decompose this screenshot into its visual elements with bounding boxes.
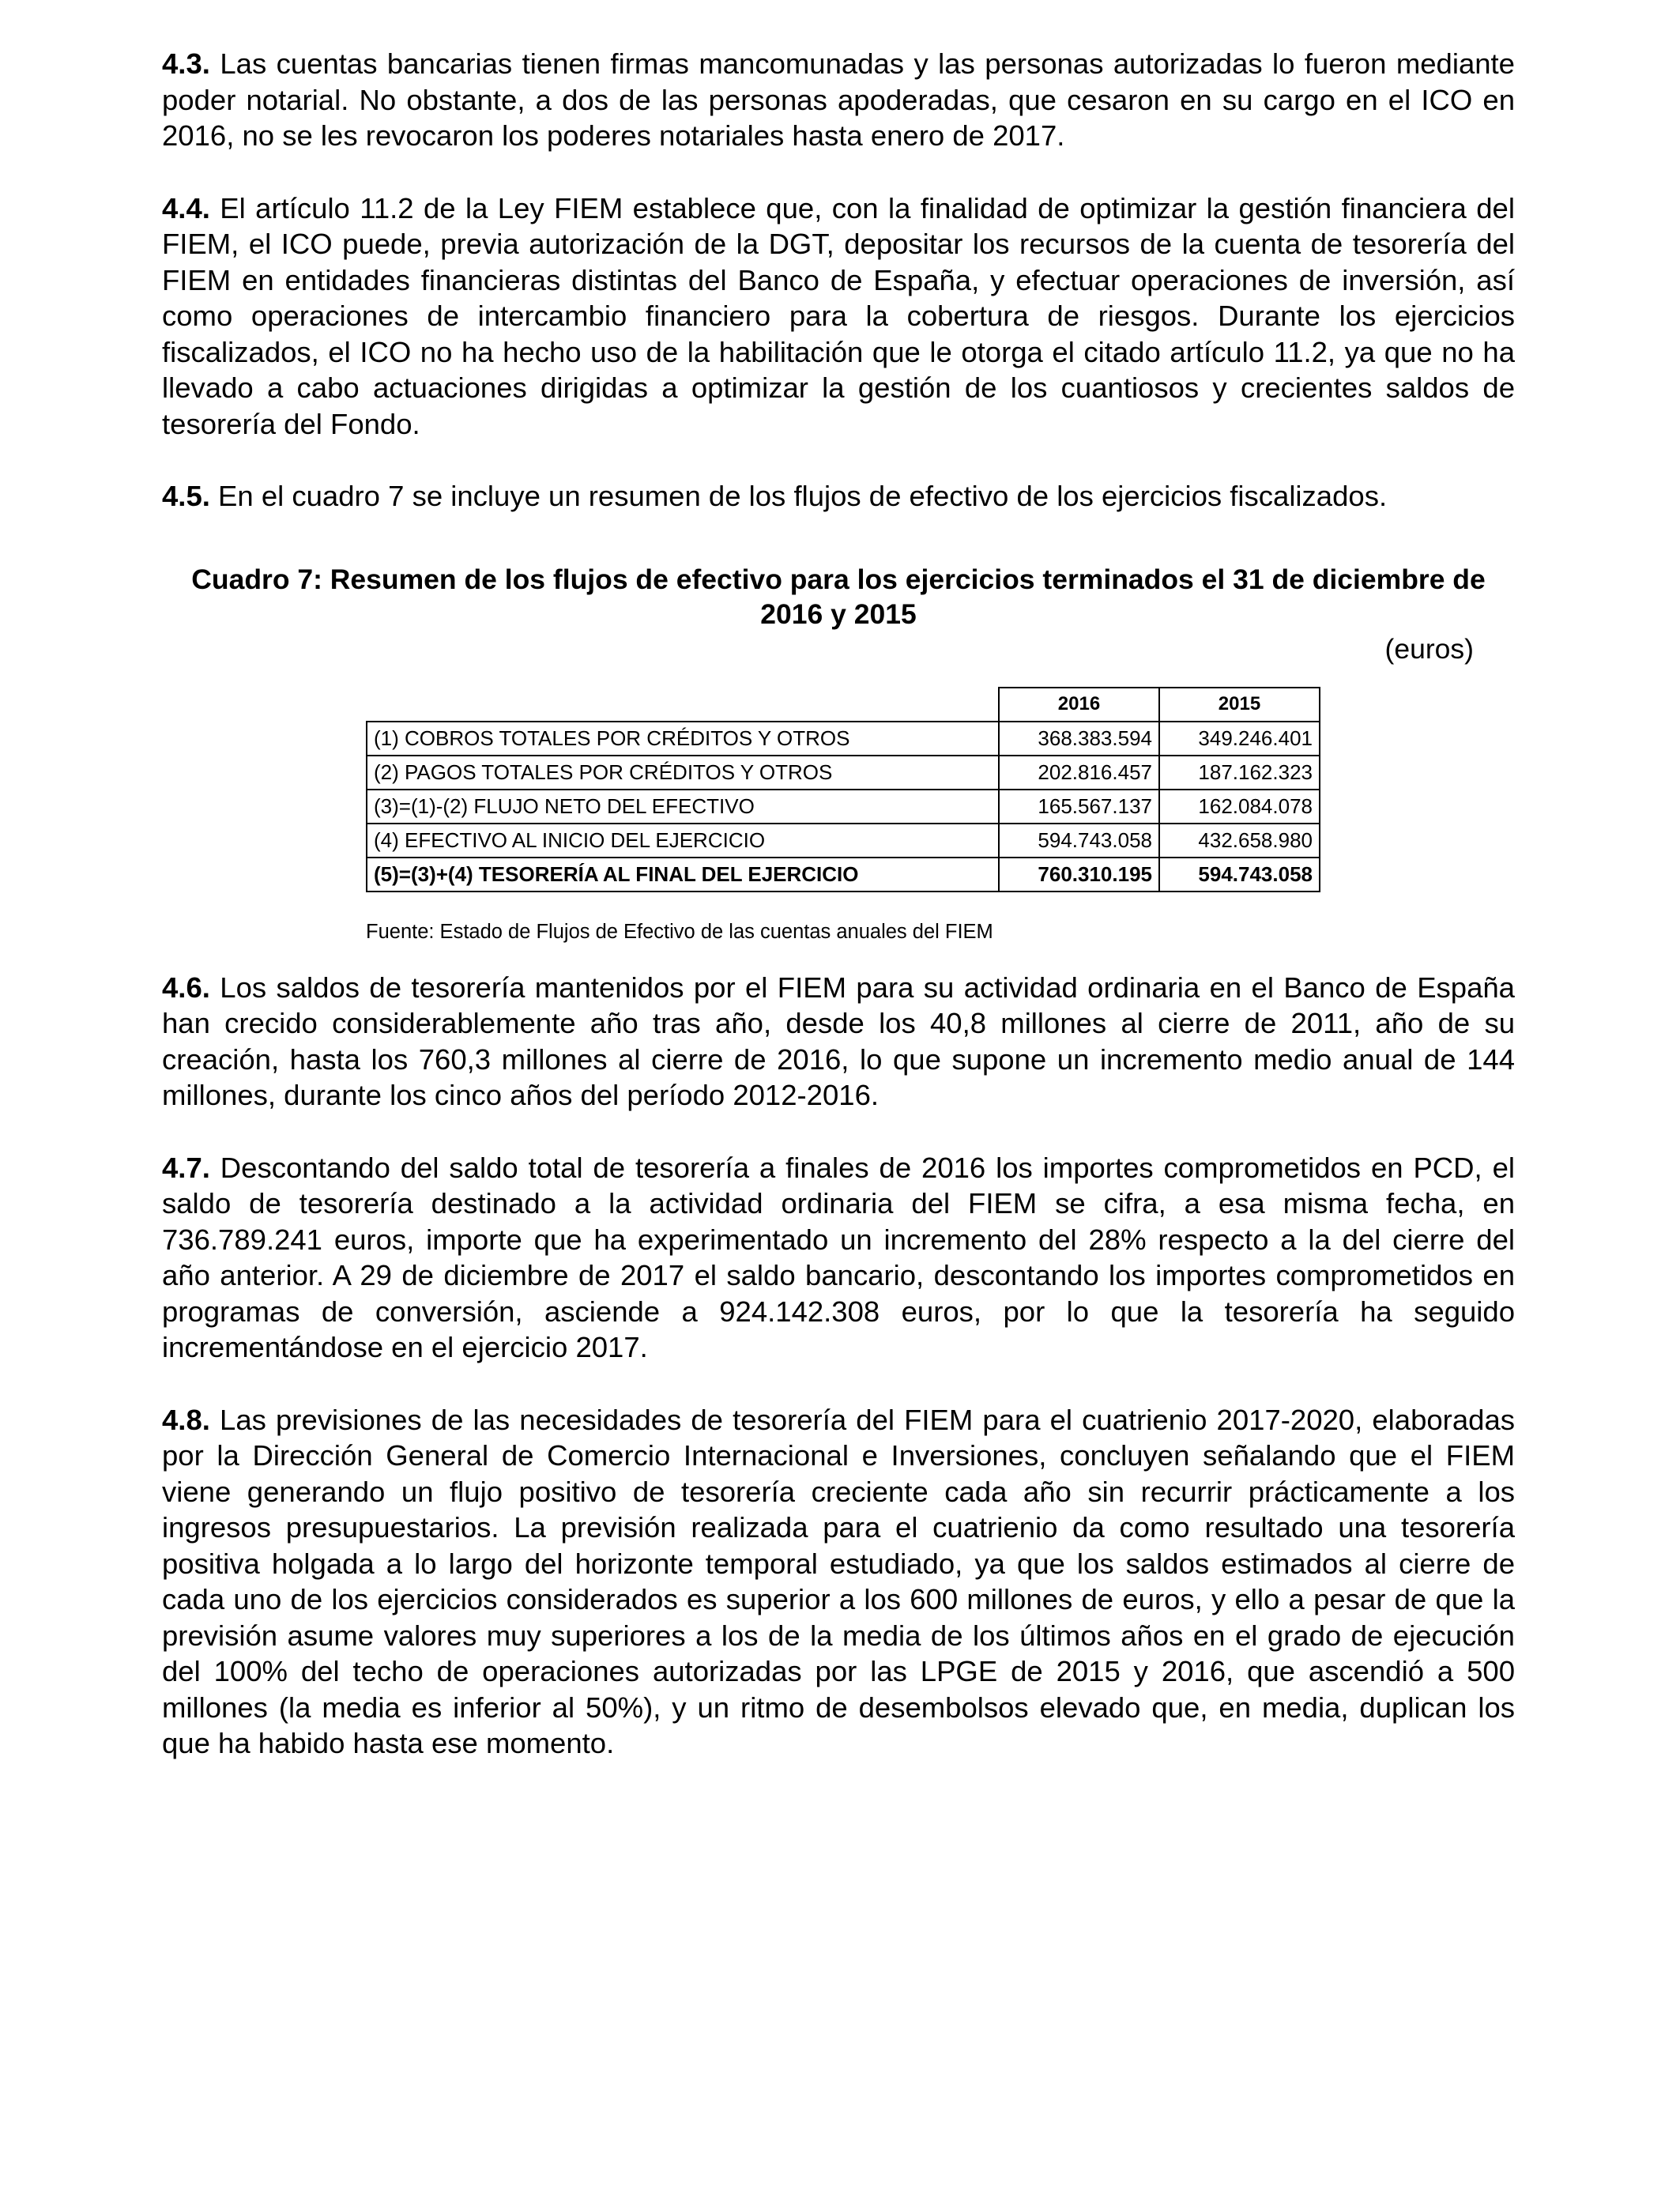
cash-flow-table-wrapper (162, 687, 1515, 892)
table-row (367, 824, 1320, 858)
paragraph-number: 4.7. (162, 1151, 210, 1184)
table-source-note: Fuente: Estado de Flujos de Efectivo de las cuentas anuales del FIEM (366, 920, 993, 943)
paragraph-text: El artículo 11.2 de la Ley FIEM establece que, con la finalidad de optimizar la gestión financiera del FIEM, el ICO puede, previa autorización de la DGT, depositar los recursos de la cuenta de tesorería del FIEM en entidades financieras distintas del Banco de España, y efectuar operaciones de inversión, así como operaciones de intercambio financiero para la cobertura de riesgos. Durante los ejercicios fiscalizados, el ICO no ha hecho uso de la habilitación que le otorga el citado artículo 11.2, ya que no ha llevado a cabo actuaciones dirigidas a optimizar la gestión de los cuantiosos y crecientes saldos de tesorería del Fondo. (162, 191, 1515, 440)
cash-flow-table (366, 687, 1320, 892)
document-page (162, 46, 1515, 1798)
paragraph-4-7 (162, 1150, 1515, 1366)
table-total-row (367, 858, 1320, 892)
row-label: (3)=(1)-(2) FLUJO NETO DEL EFECTIVO (367, 790, 999, 824)
row-value-2015: 432.658.980 (1159, 824, 1320, 858)
paragraph-4-8 (162, 1402, 1515, 1762)
paragraph-number: 4.4. (162, 191, 210, 224)
row-label: (4) EFECTIVO AL INICIO DEL EJERCICIO (367, 824, 999, 858)
row-value-2016: 202.816.457 (999, 756, 1159, 790)
row-label: (2) PAGOS TOTALES POR CRÉDITOS Y OTROS (367, 756, 999, 790)
paragraph-text: En el cuadro 7 se incluye un resumen de los flujos de efectivo de los ejercicios fiscalizados. (218, 480, 1388, 512)
paragraph-4-3 (162, 46, 1515, 154)
row-value-2016: 368.383.594 (999, 722, 1159, 756)
row-label: (5)=(3)+(4) TESORERÍA AL FINAL DEL EJERCICIO (367, 858, 999, 892)
paragraph-text: Los saldos de tesorería mantenidos por el FIEM para su actividad ordinaria en el Banco de España han crecido considerablemente año tras año, desde los 40,8 millones al cierre de 2011, año de su creación, hasta los 760,3 millones al cierre de 2016, lo que supone un incremento medio anual de 144 millones, durante los cinco años del período 2012-2016. (162, 971, 1515, 1111)
row-value-2016: 594.743.058 (999, 824, 1159, 858)
paragraph-text: Las previsiones de las necesidades de tesorería del FIEM para el cuatrienio 2017-2020, elaboradas por la Dirección General de Comercio Internacional e Inversiones, concluyen señalando que el FIEM viene generando un flujo positivo de tesorería creciente cada año sin recurrir prácticamente a los ingresos presupuestarios. La previsión realizada para el cuatrienio da como resultado una tesorería positiva holgada a lo largo del horizonte temporal estudiado, ya que los saldos estimados al cierre de cada uno de los ejercicios considerados es superior a los 600 millones de euros, y ello a pesar de que la previsión asume valores muy superiores a los de la media de los últimos años en el grado de ejecución del 100% del techo de operaciones autorizadas por las LPGE de 2015 y 2016, que ascendió a 500 millones (la media es inferior al 50%), y un ritmo de desembolsos elevado que, en media, duplican los que ha habido hasta ese momento. (162, 1403, 1515, 1759)
paragraph-number: 4.8. (162, 1403, 210, 1436)
paragraph-4-5 (162, 478, 1515, 515)
paragraph-number: 4.3. (162, 47, 210, 80)
table-row (367, 722, 1320, 756)
row-value-2016: 760.310.195 (999, 858, 1159, 892)
row-value-2015: 187.162.323 (1159, 756, 1320, 790)
table-units: (euros) (1384, 632, 1474, 665)
row-value-2015: 349.246.401 (1159, 722, 1320, 756)
header-year-2016: 2016 (999, 688, 1159, 722)
table-caption: Cuadro 7: Resumen de los flujos de efectivo para los ejercicios terminados el 31 de diciembre de 2016 y 2015 (191, 563, 1486, 630)
table-row (367, 790, 1320, 824)
header-blank-cell (367, 688, 999, 722)
paragraph-text: Descontando del saldo total de tesorería a finales de 2016 los importes comprometidos en PCD, el saldo de tesorería destinado a la actividad ordinaria del FIEM se cifra, a esa misma fecha, en 736.789.241 euros, importe que ha experimentado un incremento del 28% respecto a la del cierre del año anterior. A 29 de diciembre de 2017 el saldo bancario, descontando los importes comprometidos en programas de conversión, asciende a 924.142.308 euros, por lo que la tesorería ha seguido incrementándose en el ejercicio 2017. (162, 1151, 1515, 1363)
paragraph-number: 4.6. (162, 971, 210, 1004)
row-value-2015: 162.084.078 (1159, 790, 1320, 824)
row-value-2016: 165.567.137 (999, 790, 1159, 824)
paragraph-text: Las cuentas bancarias tienen firmas mancomunadas y las personas autorizadas lo fueron mediante poder notarial. No obstante, a dos de las personas apoderadas, que cesaron en su cargo en el ICO en 2016, no se les revocaron los poderes notariales hasta enero de 2017. (162, 47, 1515, 152)
table-header-row (367, 688, 1320, 722)
paragraph-number: 4.5. (162, 480, 210, 512)
table-row (367, 756, 1320, 790)
header-year-2015: 2015 (1159, 688, 1320, 722)
paragraph-4-4 (162, 190, 1515, 443)
paragraph-4-6 (162, 970, 1515, 1114)
row-value-2015: 594.743.058 (1159, 858, 1320, 892)
row-label: (1) COBROS TOTALES POR CRÉDITOS Y OTROS (367, 722, 999, 756)
